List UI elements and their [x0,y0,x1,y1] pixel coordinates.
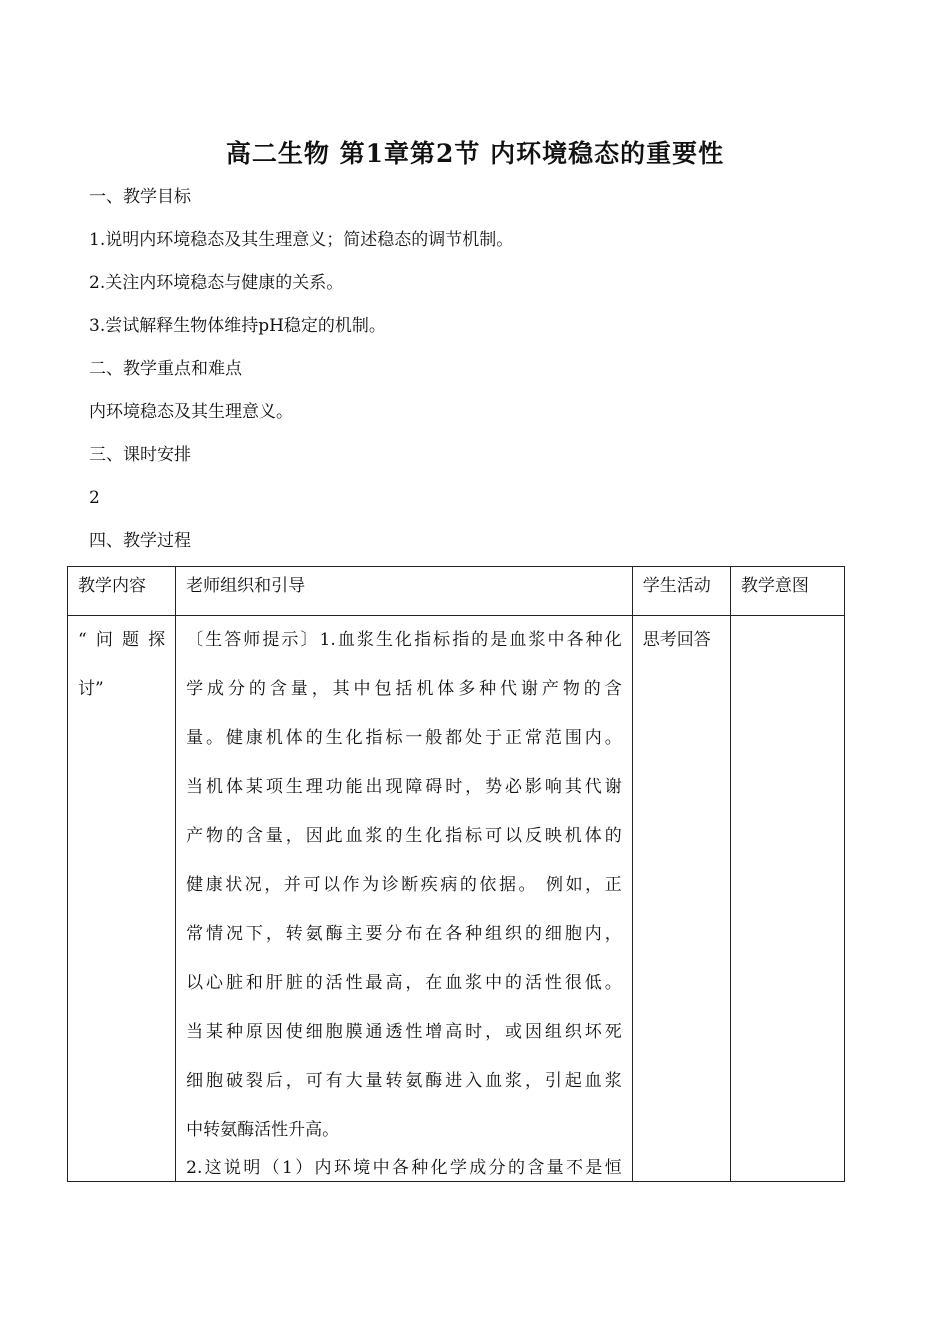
guidance-line: 常情况下，转氨酶主要分布在各种组织的细胞内， [186,924,622,944]
header-guidance: 老师组织和引导 [176,567,633,616]
objective-item-2: 2.关注内环境稳态与健康的关系。 [89,273,344,293]
student-activity-cell [632,616,730,1182]
document-title: 高二生物 第1章第2节 内环境稳态的重要性 [225,139,725,168]
guidance-line: 产物的含量，因此血浆的生化指标可以反映机体的 [186,826,622,846]
guidance-line: 中转氨酶活性升高。 [186,1120,340,1140]
section-heading-process: 四、教学过程 [89,531,191,551]
guidance-line: 量。健康机体的生化指标一般都处于正常范围内。 [186,728,622,748]
header-student-activity: 学生活动 [632,567,730,616]
guidance-line: 当机体某项生理功能出现障碍时，势必影响其代谢 [186,777,622,797]
guidance-line: 2.这说明（1）内环境中各种化学成分的含量不是恒 [186,1158,622,1178]
header-content: 教学内容 [68,567,176,616]
guidance-line: 当某种原因使细胞膜通透性增高时，或因组织坏死 [186,1022,622,1042]
schedule-value: 2 [89,488,100,508]
guidance-cell [176,616,633,1182]
teaching-process-table [67,566,845,1182]
topic-line: “问题探 [78,630,166,650]
topic-line: 讨” [78,679,104,699]
section-heading-objectives: 一、教学目标 [89,187,191,207]
guidance-line: 学成分的含量，其中包括机体多种代谢产物的含 [186,679,622,699]
table-row [68,616,845,1182]
guidance-line: 健康状况，并可以作为诊断疾病的依据。 例如，正 [186,875,622,895]
section-heading-key-points: 二、教学重点和难点 [89,359,242,379]
header-intent: 教学意图 [730,567,844,616]
table-header-row [68,567,845,616]
guidance-line: 〔生答师提示〕1.血浆生化指标指的是血浆中各种化 [186,630,622,650]
student-activity-text: 思考回答 [642,630,711,650]
objective-item-1: 1.说明内环境稳态及其生理意义；简述稳态的调节机制。 [89,230,514,250]
guidance-line: 以心脏和肝脏的活性最高，在血浆中的活性很低。 [186,973,622,993]
objective-item-3: 3.尝试解释生物体维持pH稳定的机制。 [89,316,386,336]
topic-cell [68,616,176,1182]
guidance-line: 细胞破裂后，可有大量转氨酶进入血浆，引起血浆 [186,1071,622,1091]
key-points-text: 内环境稳态及其生理意义。 [89,402,293,422]
intent-cell [730,616,844,1182]
section-heading-schedule: 三、课时安排 [89,445,191,465]
